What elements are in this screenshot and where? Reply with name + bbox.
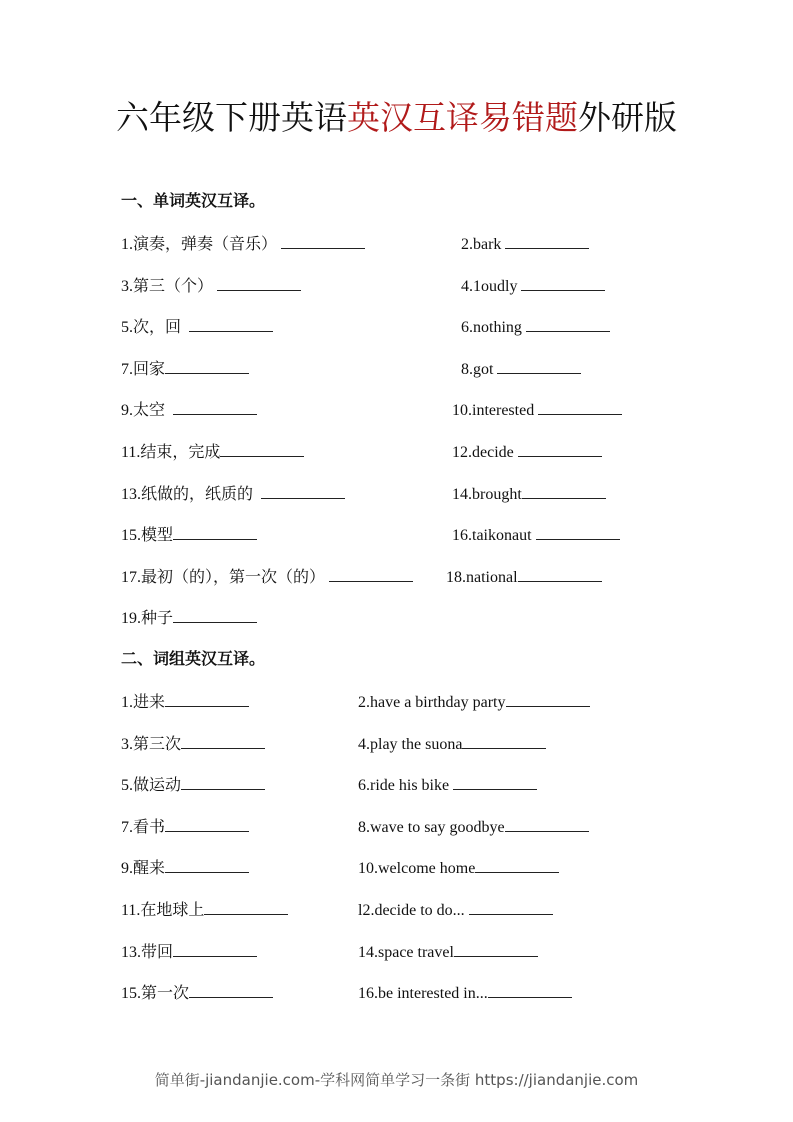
question-item: 9.太空 [121,398,257,422]
question-item: 3.第三次 [121,732,265,756]
question-item: 11.在地球上 [121,898,288,922]
answer-blank[interactable] [281,232,365,249]
answer-blank[interactable] [165,357,249,374]
answer-blank[interactable] [518,565,602,582]
question-item: 4.1oudly [461,274,605,298]
section-2-heading: 二、词组英汉互译。 [121,649,266,668]
answer-blank[interactable] [518,440,602,457]
answer-blank[interactable] [261,482,345,499]
answer-blank[interactable] [173,523,257,540]
exercise-row [0,815,793,837]
question-item: 1.进来 [121,690,249,714]
answer-blank[interactable] [462,732,546,749]
exercise-row [0,274,793,296]
exercise-row [0,898,793,920]
question-item: 1.演奏，弹奏（音乐） [121,232,365,256]
answer-blank[interactable] [165,815,249,832]
answer-blank[interactable] [505,232,589,249]
question-item: 2.bark [461,232,589,256]
exercise-row [0,440,793,462]
answer-blank[interactable] [522,482,606,499]
answer-blank[interactable] [521,274,605,291]
answer-blank[interactable] [189,315,273,332]
answer-blank[interactable] [453,773,537,790]
question-item: 3.第三（个） [121,274,301,298]
exercise-row [0,232,793,254]
question-item: 13.带回 [121,940,257,964]
answer-blank[interactable] [526,315,610,332]
answer-blank[interactable] [469,898,553,915]
answer-blank[interactable] [329,565,413,582]
exercise-row [0,856,793,878]
exercise-row [0,940,793,962]
title-part-3: 外研版 [578,98,677,137]
answer-blank[interactable] [475,856,559,873]
exercise-row [0,565,793,587]
question-item: 19.种子 [121,606,257,630]
question-item: 7.看书 [121,815,249,839]
question-item: 14.brought [452,482,606,506]
question-item: 6.nothing [461,315,610,339]
footer-watermark: 简单街-jiandanjie.com-学科网简单学习一条街 https://jiandanjie.com [154,1071,639,1089]
answer-blank[interactable] [181,732,265,749]
question-item: 7.回家 [121,357,249,381]
answer-blank[interactable] [454,940,538,957]
exercise-row [0,357,793,379]
question-item: 16.be interested in... [358,981,572,1005]
exercise-row [0,690,793,712]
question-item: 15.模型 [121,523,257,547]
exercise-row [0,482,793,504]
question-item: 17.最初（的），第一次（的） [121,565,413,589]
answer-blank[interactable] [505,815,589,832]
page-title [0,96,793,140]
question-item: 11.结束，完成 [121,440,304,464]
answer-blank[interactable] [538,398,622,415]
exercise-row [0,398,793,420]
exercise-row [0,981,793,1003]
exercise-row [0,523,793,545]
question-item: 15.第一次 [121,981,273,1005]
answer-blank[interactable] [181,773,265,790]
question-item: 13.纸做的，纸质的 [121,482,345,506]
question-item: 14.space travel [358,940,538,964]
answer-blank[interactable] [165,690,249,707]
exercise-row [0,773,793,795]
question-item: 5.次，回 [121,315,273,339]
answer-blank[interactable] [488,981,572,998]
answer-blank[interactable] [536,523,620,540]
answer-blank[interactable] [220,440,304,457]
answer-blank[interactable] [506,690,590,707]
answer-blank[interactable] [204,898,288,915]
answer-blank[interactable] [173,940,257,957]
question-item: 12.decide [452,440,602,464]
question-item: l2.decide to do... [358,898,553,922]
question-item: 10.welcome home [358,856,559,880]
exercise-row [0,606,793,628]
title-part-highlight: 英汉互译易错题 [347,98,578,137]
exercise-row [0,315,793,337]
answer-blank[interactable] [497,357,581,374]
question-item: 16.taikonaut [452,523,620,547]
question-item: 6.ride his bike [358,773,537,797]
section-1-heading: 一、单词英汉互译。 [121,191,266,210]
exercise-row [0,732,793,754]
question-item: 10.interested [452,398,622,422]
question-item: 9.醒来 [121,856,249,880]
answer-blank[interactable] [189,981,273,998]
answer-blank[interactable] [173,398,257,415]
answer-blank[interactable] [165,856,249,873]
question-item: 8.wave to say goodbye [358,815,589,839]
question-item: 4.play the suona [358,732,546,756]
question-item: 5.做运动 [121,773,265,797]
answer-blank[interactable] [217,274,301,291]
title-part-1: 六年级下册英语 [116,98,347,137]
question-item: 18.national [446,565,602,589]
question-item: 2.have a birthday party [358,690,590,714]
answer-blank[interactable] [173,606,257,623]
question-item: 8.got [461,357,581,381]
